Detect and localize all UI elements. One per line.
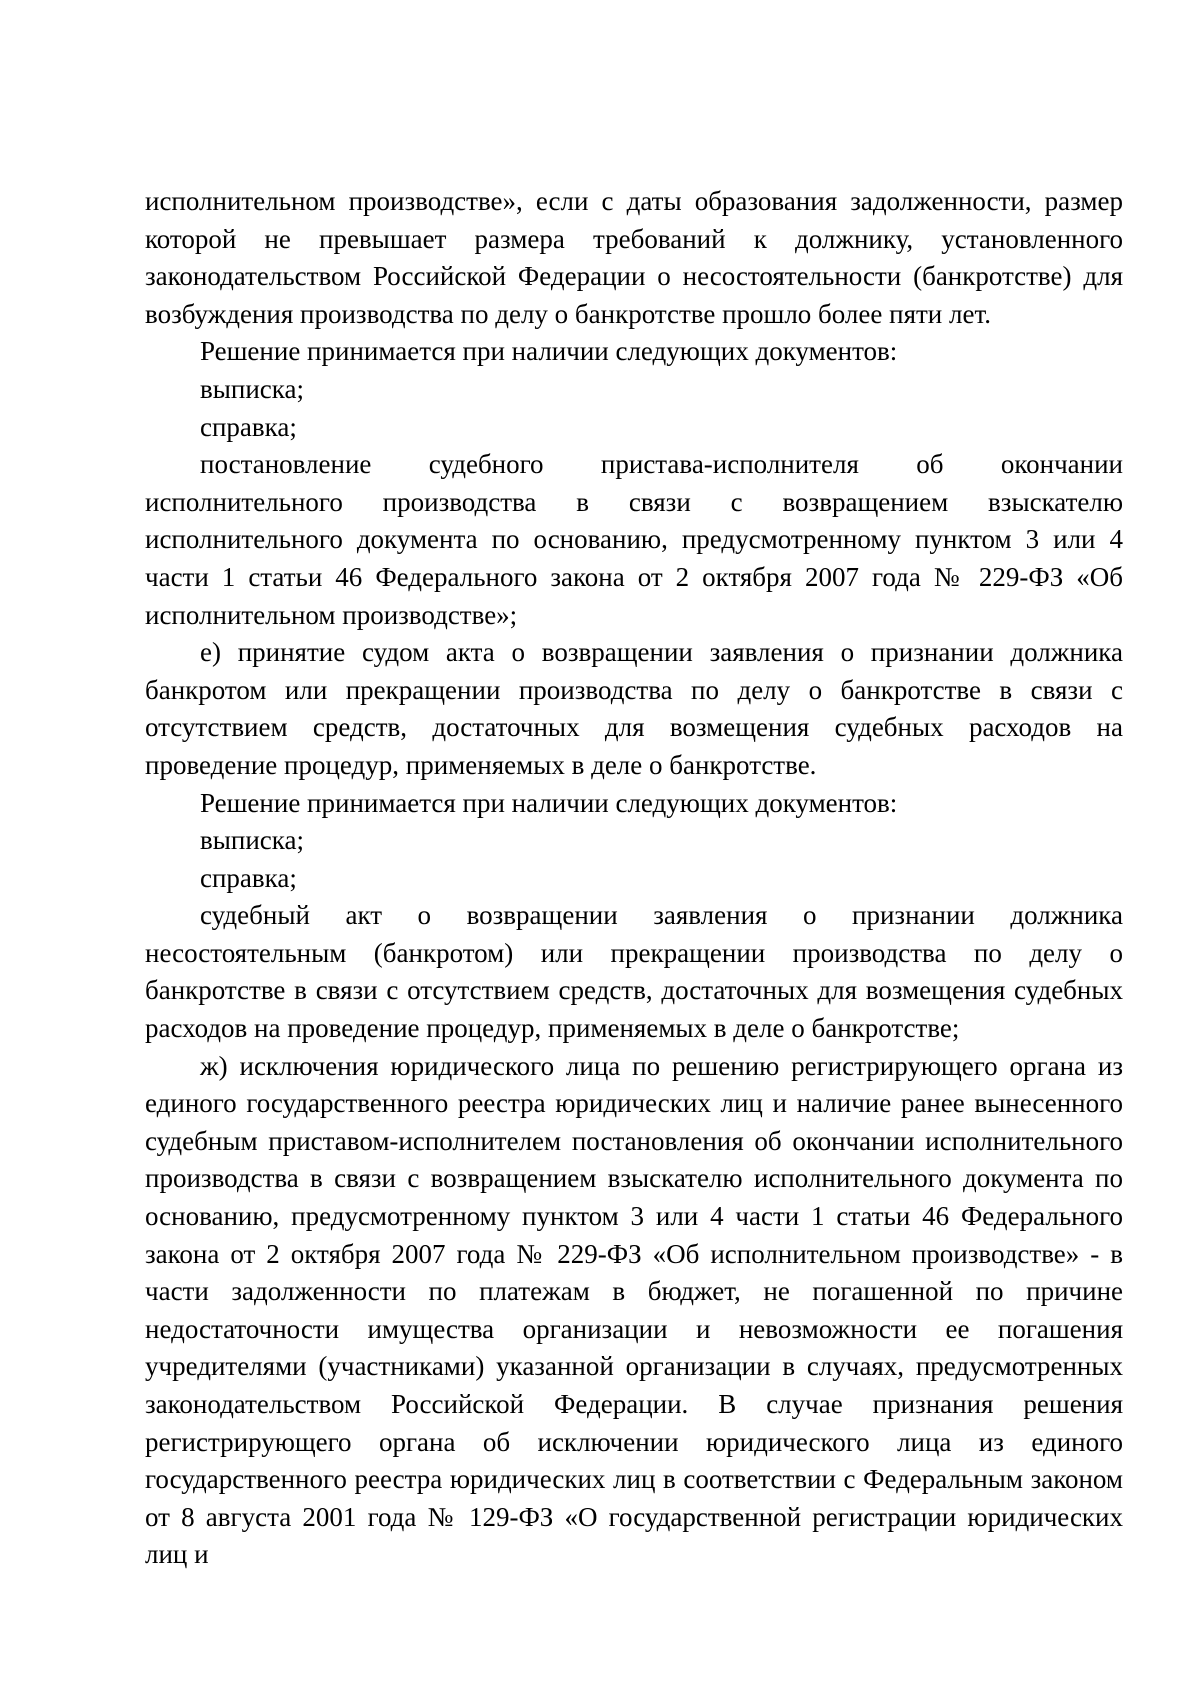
paragraph-list-item-certificate: справка;: [200, 411, 297, 442]
paragraph-list-item-court-act: судебный акт о возвращении заявления о признании должника несостоятельным (банкротом) или прекращении производства по делу о банкротстве в связи с отсутствием средств, достаточных для возмещения судебных расходов на проведение процедур, применяемых в деле о банкротстве;: [145, 900, 1123, 1044]
paragraph-list-item-extract-2: выписка;: [200, 825, 304, 856]
paragraph-decision-requirements: Решение принимается при наличии следующих документов:: [200, 336, 898, 367]
paragraph-list-item-bailiff-order: постановление судебного пристава-исполнителя об окончании исполнительного производства в связи с возвращением взыскателю исполнительного документа по основанию, предусмотренному пунктом 3 или 4 части 1 статьи 46 Федерального закона от 2 октября 2007 года № 229-ФЗ «Об исполнительном производстве»;: [145, 449, 1123, 630]
paragraph-decision-requirements-2: Решение принимается при наличии следующих документов:: [200, 787, 898, 818]
document-body: [145, 183, 1123, 1574]
paragraph-continuation: исполнительном производстве», если с даты образования задолженности, размер которой не превышает размера требований к должнику, установленного законодательством Российской Федерации о несостоятельности (банкротстве) для возбуждения производства по делу о банкротстве прошло более пяти лет.: [145, 186, 1123, 329]
paragraph-list-item-extract: выписка;: [200, 373, 304, 404]
paragraph-item-e: е) принятие судом акта о возвращении заявления о признании должника банкротом или прекращении производства по делу о банкротстве в связи с отсутствием средств, достаточных для возмещения судебных расходов на проведение процедур, применяемых в деле о банкротстве.: [145, 637, 1123, 780]
paragraph-list-item-certificate-2: справка;: [200, 862, 297, 893]
paragraph-item-zh: ж) исключения юридического лица по решению регистрирующего органа из единого государственного реестра юридических лиц и наличие ранее вынесенного судебным приставом-исполнителем постановления об окончании исполнительного производства в связи с возвращением взыскателю исполнительного документа по основанию, предусмотренному пунктом 3 или 4 части 1 статьи 46 Федерального закона от 2 октября 2007 года № 229-ФЗ «Об исполнительном производстве» - в части задолженности по платежам в бюджет, не погашенной по причине недостаточности имущества организации и невозможности ее погашения учредителями (участниками) указанной организации в случаях, предусмотренных законодательством Российской Федерации. В случае признания решения регистрирующего органа об исключении юридического лица из единого государственного реестра юридических лиц в соответствии с Федеральным законом от 8 августа 2001 года № 129-ФЗ «О государственной регистрации юридических лиц и: [145, 1050, 1123, 1570]
